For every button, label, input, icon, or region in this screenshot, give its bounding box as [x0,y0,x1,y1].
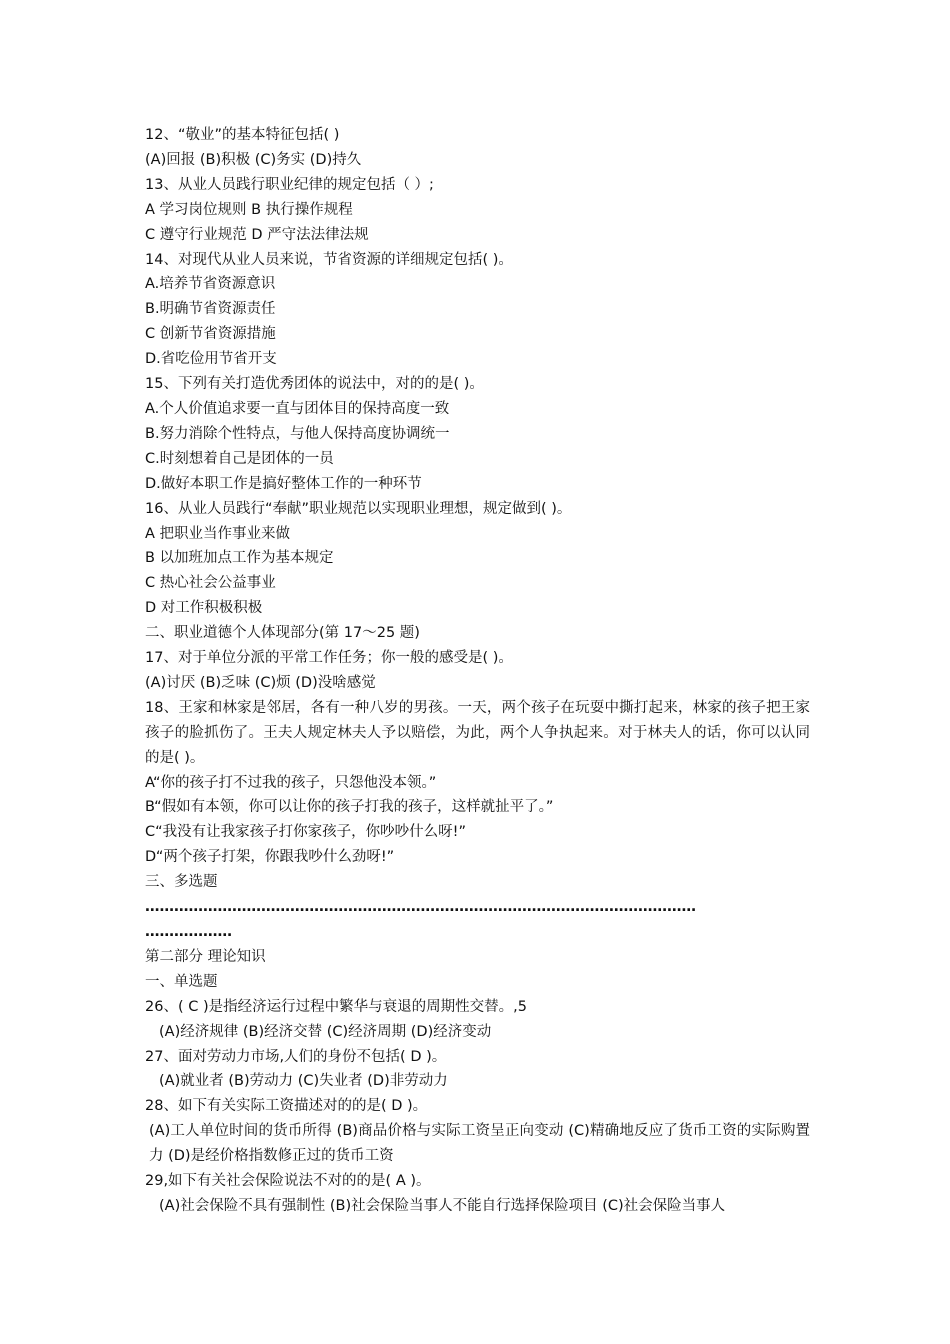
section-heading: 一、单选题 [145,973,218,990]
text-line: (A)讨厌 (B)乏味 (C)烦 (D)没啥感觉 [145,674,376,691]
question-18-option: A“你的孩子打不过我的孩子，只怨他没本领。” [145,774,437,791]
text-line: D.省吃俭用节省开支 [145,351,277,368]
text-line: A 学习岗位规则 B 执行操作规程 [145,201,353,218]
question-18-option: B“假如有本领，你可以让你的孩子打我的孩子，这样就扯平了。” [145,799,554,816]
text-line: 13、从业人员践行职业纪律的规定包括（ ）; [145,176,434,193]
text-line: 15、下列有关打造优秀团体的说法中，对的的是( )。 [145,376,484,393]
text-line: B 以加班加点工作为基本规定 [145,550,334,567]
text-line: C.时刻想着自己是团体的一员 [145,450,334,467]
question-26-options: (A)经济规律 (B)经济交替 (C)经济周期 (D)经济变动 [159,1023,492,1040]
document-page [145,123,810,1219]
text-line: D 对工作积极积极 [145,600,263,617]
question-29-options: (A)社会保险不具有强制性 (B)社会保险当事人不能自行选择保险项目 (C)社会保险当事人 [159,1197,726,1214]
text-line: C 遵守行业规范 D 严守法法律法规 [145,226,369,243]
section-heading: 二、职业道德个人体现部分(第 17～25 题) [145,625,420,642]
text-line: B.努力消除个性特点，与他人保持高度协调统一 [145,425,450,442]
text-line: C 热心社会公益事业 [145,575,276,592]
text-line: A.培养节省资源意识 [145,276,276,293]
ellipsis-separator: …………………………………………………………………………………………………… [145,899,696,916]
text-line: 12、“敬业”的基本特征包括( ) [145,127,340,143]
question-18-stem: 18、王家和林家是邻居，各有一种八岁的男孩。一天，两个孩子在玩耍中撕打起来，林家的孩子把王家孩子的脸抓伤了。王夫人规定林夫人予以赔偿，为此，两个人争执起来。对于林夫人的话，你可以认同的是( )。 [145,699,810,766]
text-line: 16、从业人员践行“奉献”职业规范以实现职业理想，规定做到( )。 [145,500,572,517]
section-heading: 三、多选题 [145,874,218,891]
text-line: B.明确节省资源责任 [145,301,276,318]
text-line: 17、对于单位分派的平常工作任务；你一般的感受是( )。 [145,650,513,667]
question-28: 28、如下有关实际工资描述对的的是( D )。 [145,1098,428,1115]
question-18-option: D“两个孩子打架，你跟我吵什么劲呀!” [145,849,395,866]
question-27: 27、面对劳动力市场,人们的身份不包括( D )。 [145,1048,447,1065]
question-26: 26、( C )是指经济运行过程中繁华与衰退的周期性交替。,5 [145,998,527,1015]
question-27-options: (A)就业者 (B)劳动力 (C)失业者 (D)非劳动力 [159,1073,448,1090]
text-line: D.做好本职工作是搞好整体工作的一种环节 [145,475,422,492]
text-line: (A)回报 (B)积极 (C)务实 (D)持久 [145,151,362,168]
question-29: 29,如下有关社会保险说法不对的的是( A )。 [145,1173,431,1190]
question-28-options: (A)工人单位时间的货币所得 (B)商品价格与实际工资呈正向变动 (C)精确地反应了货币工资的实际购置力 (D)是经价格指数修正过的货币工资 [149,1123,810,1165]
question-18-option: C“我没有让我家孩子打你家孩子，你吵吵什么呀!” [145,824,466,841]
text-line: A 把职业当作事业来做 [145,525,291,542]
ellipsis-separator: ……………… [145,924,232,940]
text-line: A.个人价值追求要一直与团体目的保持高度一致 [145,400,450,417]
text-line: C 创新节省资源措施 [145,326,276,343]
part-title: 第二部分 理论知识 [145,948,266,965]
text-line: 14、对现代从业人员来说，节省资源的详细规定包括( )。 [145,251,513,268]
